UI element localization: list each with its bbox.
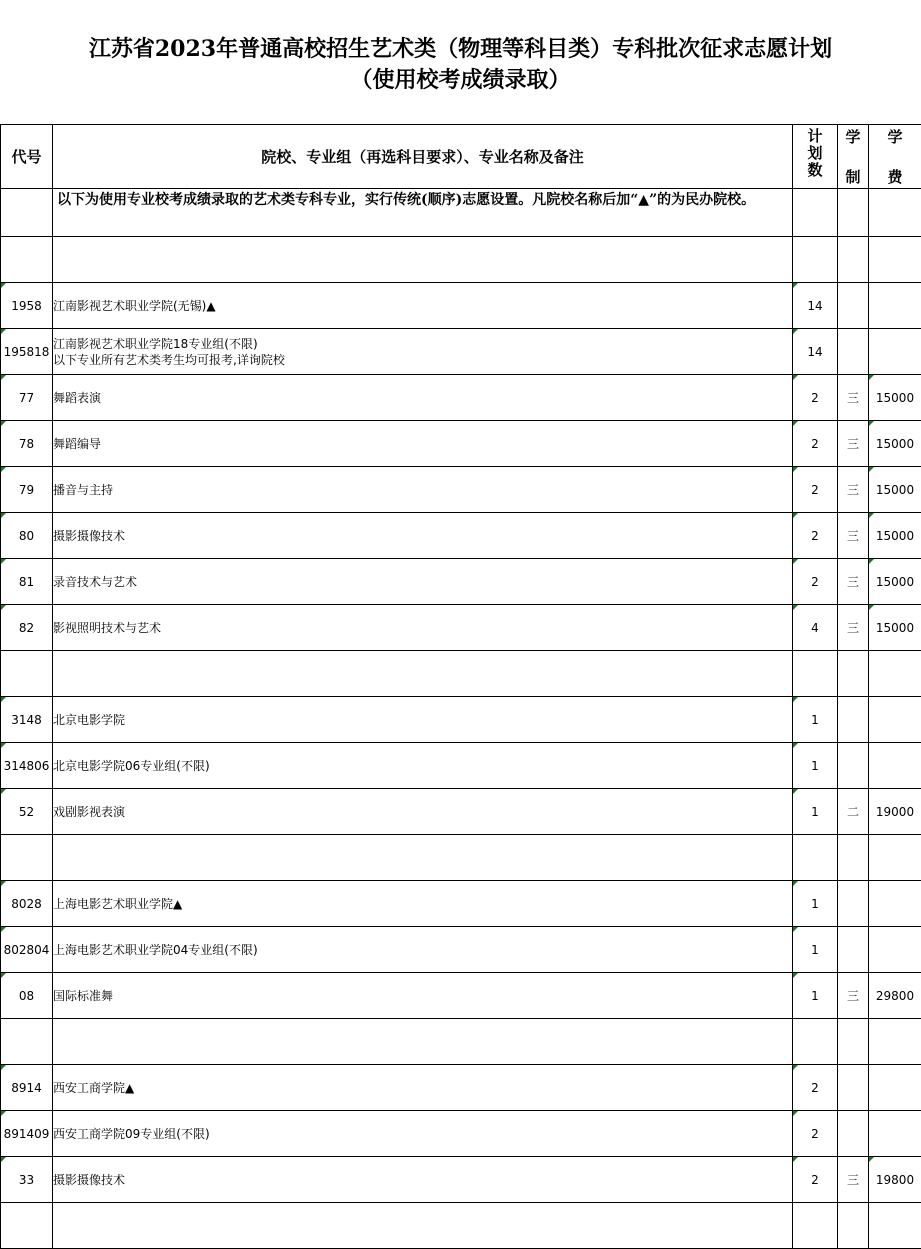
table-row <box>1 467 921 513</box>
name-text: 舞蹈编导 <box>53 437 101 451</box>
cell-marker-icon <box>1 605 6 610</box>
fee-cell: 19800 <box>869 1157 921 1203</box>
plan-cell: 2 <box>793 421 838 467</box>
duration-cell <box>838 1203 869 1249</box>
plan-cell <box>793 651 838 697</box>
fee-cell <box>869 881 921 927</box>
table-row <box>1 927 921 973</box>
name-text: 国际标准舞 <box>53 989 113 1003</box>
name-text: 上海电影艺术职业学院04专业组(不限) <box>53 943 258 957</box>
table-row <box>1 651 921 697</box>
fee-cell <box>869 743 921 789</box>
cell-marker-icon <box>793 973 798 978</box>
plan-cell <box>793 835 838 881</box>
code-cell: 195818 <box>1 329 53 375</box>
name-text: 江南影视艺术职业学院18专业组(不限) <box>53 337 258 351</box>
plan-cell: 1 <box>793 697 838 743</box>
code-cell: 314806 <box>1 743 53 789</box>
fee-cell <box>869 329 921 375</box>
note-plan-cell <box>793 189 838 237</box>
page-subtitle: （使用校考成绩录取） <box>0 65 921 95</box>
table-row <box>1 973 921 1019</box>
name-cell <box>53 513 793 559</box>
fee-cell <box>869 283 921 329</box>
code-cell <box>1 651 53 697</box>
name-cell <box>53 605 793 651</box>
cell-marker-icon <box>1 1065 6 1070</box>
code-cell <box>1 1019 53 1065</box>
table-row <box>1 421 921 467</box>
table-row <box>1 881 921 927</box>
cell-marker-icon <box>793 1111 798 1116</box>
note-fee-cell <box>869 189 921 237</box>
plan-cell <box>793 1019 838 1065</box>
code-cell: 82 <box>1 605 53 651</box>
name-cell <box>53 329 793 375</box>
code-cell: 77 <box>1 375 53 421</box>
cell-marker-icon <box>1 697 6 702</box>
plan-cell: 2 <box>793 1111 838 1157</box>
plan-cell: 1 <box>793 973 838 1019</box>
cell-marker-icon <box>1 1111 6 1116</box>
cell-marker-icon <box>1 375 6 380</box>
cell-marker-icon <box>869 605 874 610</box>
name-cell <box>53 1019 793 1065</box>
cell-marker-icon <box>1 513 6 518</box>
duration-cell <box>838 743 869 789</box>
table-row <box>1 559 921 605</box>
plan-cell: 1 <box>793 743 838 789</box>
duration-cell: 三 <box>838 605 869 651</box>
code-cell: 79 <box>1 467 53 513</box>
plan-cell: 2 <box>793 513 838 559</box>
duration-cell: 三 <box>838 1157 869 1203</box>
fee-cell <box>869 237 921 283</box>
plan-cell: 14 <box>793 283 838 329</box>
plan-cell <box>793 237 838 283</box>
name-cell <box>53 1065 793 1111</box>
name-text: 摄影摄像技术 <box>53 1173 125 1187</box>
table-row <box>1 1203 921 1249</box>
name-remark: 以下专业所有艺术类考生均可报考,详询院校 <box>53 353 285 367</box>
note-duration-cell <box>838 189 869 237</box>
plan-cell: 14 <box>793 329 838 375</box>
cell-marker-icon <box>1 283 6 288</box>
cell-marker-icon <box>793 467 798 472</box>
cell-marker-icon <box>869 421 874 426</box>
table-row <box>1 375 921 421</box>
cell-marker-icon <box>1 927 6 932</box>
table-row <box>1 283 921 329</box>
name-cell <box>53 283 793 329</box>
duration-cell <box>838 1019 869 1065</box>
fee-cell: 19000 <box>869 789 921 835</box>
cell-marker-icon <box>1 973 6 978</box>
code-cell <box>1 1203 53 1249</box>
header-code: 代号 <box>1 125 53 189</box>
plan-cell <box>793 1203 838 1249</box>
cell-marker-icon <box>793 513 798 518</box>
cell-marker-icon <box>869 513 874 518</box>
fee-cell <box>869 927 921 973</box>
fee-cell <box>869 697 921 743</box>
fee-cell: 15000 <box>869 421 921 467</box>
cell-marker-icon <box>1 1157 6 1162</box>
cell-marker-icon <box>793 605 798 610</box>
plan-cell: 2 <box>793 467 838 513</box>
fee-cell <box>869 1019 921 1065</box>
cell-marker-icon <box>1 743 6 748</box>
fee-cell: 29800 <box>869 973 921 1019</box>
name-cell <box>53 789 793 835</box>
plan-cell: 4 <box>793 605 838 651</box>
table-row <box>1 1157 921 1203</box>
duration-cell <box>838 927 869 973</box>
name-cell <box>53 973 793 1019</box>
code-cell: 8028 <box>1 881 53 927</box>
page-title: 江苏省2023年普通高校招生艺术类（物理等科目类）专科批次征求志愿计划 <box>0 34 921 64</box>
table-row <box>1 835 921 881</box>
cell-marker-icon <box>793 697 798 702</box>
table-row <box>1 1111 921 1157</box>
code-cell: 52 <box>1 789 53 835</box>
header-name: 院校、专业组（再选科目要求）、专业名称及备注 <box>53 125 793 189</box>
table-row <box>1 789 921 835</box>
table-row <box>1 237 921 283</box>
duration-cell <box>838 651 869 697</box>
plan-cell: 1 <box>793 927 838 973</box>
cell-marker-icon <box>793 1157 798 1162</box>
cell-marker-icon <box>1 467 6 472</box>
fee-cell <box>869 1203 921 1249</box>
table-row <box>1 1019 921 1065</box>
name-cell <box>53 927 793 973</box>
name-text: 北京电影学院 <box>53 713 125 727</box>
name-cell <box>53 421 793 467</box>
name-cell <box>53 467 793 513</box>
name-cell <box>53 697 793 743</box>
code-cell: 78 <box>1 421 53 467</box>
cell-marker-icon <box>793 1065 798 1070</box>
duration-cell <box>838 283 869 329</box>
table-row <box>1 329 921 375</box>
duration-cell <box>838 329 869 375</box>
table-row <box>1 605 921 651</box>
header-plan: 计 划 数 <box>793 125 838 189</box>
code-cell: 1958 <box>1 283 53 329</box>
fee-cell <box>869 651 921 697</box>
name-cell <box>53 375 793 421</box>
code-cell: 80 <box>1 513 53 559</box>
header-fee: 学 费 <box>869 125 921 189</box>
duration-cell <box>838 697 869 743</box>
duration-cell <box>838 1065 869 1111</box>
duration-cell: 三 <box>838 421 869 467</box>
fee-cell <box>869 1065 921 1111</box>
name-text: 西安工商学院▲ <box>53 1081 134 1095</box>
cell-marker-icon <box>793 927 798 932</box>
name-cell <box>53 1203 793 1249</box>
cell-marker-icon <box>1 881 6 886</box>
cell-marker-icon <box>869 375 874 380</box>
code-cell <box>1 237 53 283</box>
plan-cell: 1 <box>793 881 838 927</box>
plan-cell: 2 <box>793 1065 838 1111</box>
fee-cell: 15000 <box>869 375 921 421</box>
name-text: 北京电影学院06专业组(不限) <box>53 759 210 773</box>
code-cell: 802804 <box>1 927 53 973</box>
cell-marker-icon <box>869 1157 874 1162</box>
name-cell <box>53 559 793 605</box>
duration-cell <box>838 881 869 927</box>
code-cell <box>1 835 53 881</box>
cell-marker-icon <box>793 283 798 288</box>
name-cell <box>53 1111 793 1157</box>
name-cell <box>53 835 793 881</box>
cell-marker-icon <box>1 559 6 564</box>
header-duration: 学 制 <box>838 125 869 189</box>
name-text: 播音与主持 <box>53 483 113 497</box>
cell-marker-icon <box>793 329 798 334</box>
plan-cell: 2 <box>793 375 838 421</box>
fee-cell: 15000 <box>869 513 921 559</box>
fee-cell <box>869 1111 921 1157</box>
duration-cell <box>838 237 869 283</box>
plan-cell: 2 <box>793 559 838 605</box>
table-row <box>1 1065 921 1111</box>
code-cell: 8914 <box>1 1065 53 1111</box>
code-cell: 891409 <box>1 1111 53 1157</box>
duration-cell: 三 <box>838 467 869 513</box>
name-text: 上海电影艺术职业学院▲ <box>53 897 182 911</box>
name-text: 影视照明技术与艺术 <box>53 621 161 635</box>
code-cell: 81 <box>1 559 53 605</box>
name-text: 摄影摄像技术 <box>53 529 125 543</box>
fee-cell: 15000 <box>869 605 921 651</box>
plan-table <box>0 124 921 1249</box>
name-cell <box>53 651 793 697</box>
duration-cell <box>838 1111 869 1157</box>
duration-cell: 三 <box>838 559 869 605</box>
cell-marker-icon <box>869 559 874 564</box>
name-cell <box>53 881 793 927</box>
table-header-row <box>1 125 921 189</box>
name-text: 戏剧影视表演 <box>53 805 125 819</box>
note-code-cell <box>1 189 53 237</box>
cell-marker-icon <box>793 375 798 380</box>
name-cell <box>53 237 793 283</box>
fee-cell: 15000 <box>869 559 921 605</box>
table-row <box>1 697 921 743</box>
cell-marker-icon <box>1 421 6 426</box>
duration-cell: 二 <box>838 789 869 835</box>
name-cell <box>53 743 793 789</box>
cell-marker-icon <box>793 881 798 886</box>
name-text: 西安工商学院09专业组(不限) <box>53 1127 210 1141</box>
code-cell: 08 <box>1 973 53 1019</box>
cell-marker-icon <box>1 329 6 334</box>
fee-cell: 15000 <box>869 467 921 513</box>
cell-marker-icon <box>793 421 798 426</box>
cell-marker-icon <box>793 789 798 794</box>
name-cell <box>53 1157 793 1203</box>
code-cell: 33 <box>1 1157 53 1203</box>
cell-marker-icon <box>1 789 6 794</box>
cell-marker-icon <box>793 559 798 564</box>
cell-marker-icon <box>869 467 874 472</box>
name-text: 舞蹈表演 <box>53 391 101 405</box>
cell-marker-icon <box>793 743 798 748</box>
note-text: 以下为使用专业校考成绩录取的艺术类专科专业，实行传统(顺序)志愿设置。凡院校名称后加“▲”的为民办院校。 <box>53 189 793 237</box>
duration-cell <box>838 835 869 881</box>
plan-cell: 2 <box>793 1157 838 1203</box>
duration-cell: 三 <box>838 513 869 559</box>
duration-cell: 三 <box>838 973 869 1019</box>
code-cell: 3148 <box>1 697 53 743</box>
fee-cell <box>869 835 921 881</box>
plan-cell: 1 <box>793 789 838 835</box>
name-text: 江南影视艺术职业学院(无锡)▲ <box>53 299 216 313</box>
table-row <box>1 513 921 559</box>
name-text: 录音技术与艺术 <box>53 575 137 589</box>
table-row <box>1 743 921 789</box>
note-row <box>1 189 921 237</box>
duration-cell: 三 <box>838 375 869 421</box>
